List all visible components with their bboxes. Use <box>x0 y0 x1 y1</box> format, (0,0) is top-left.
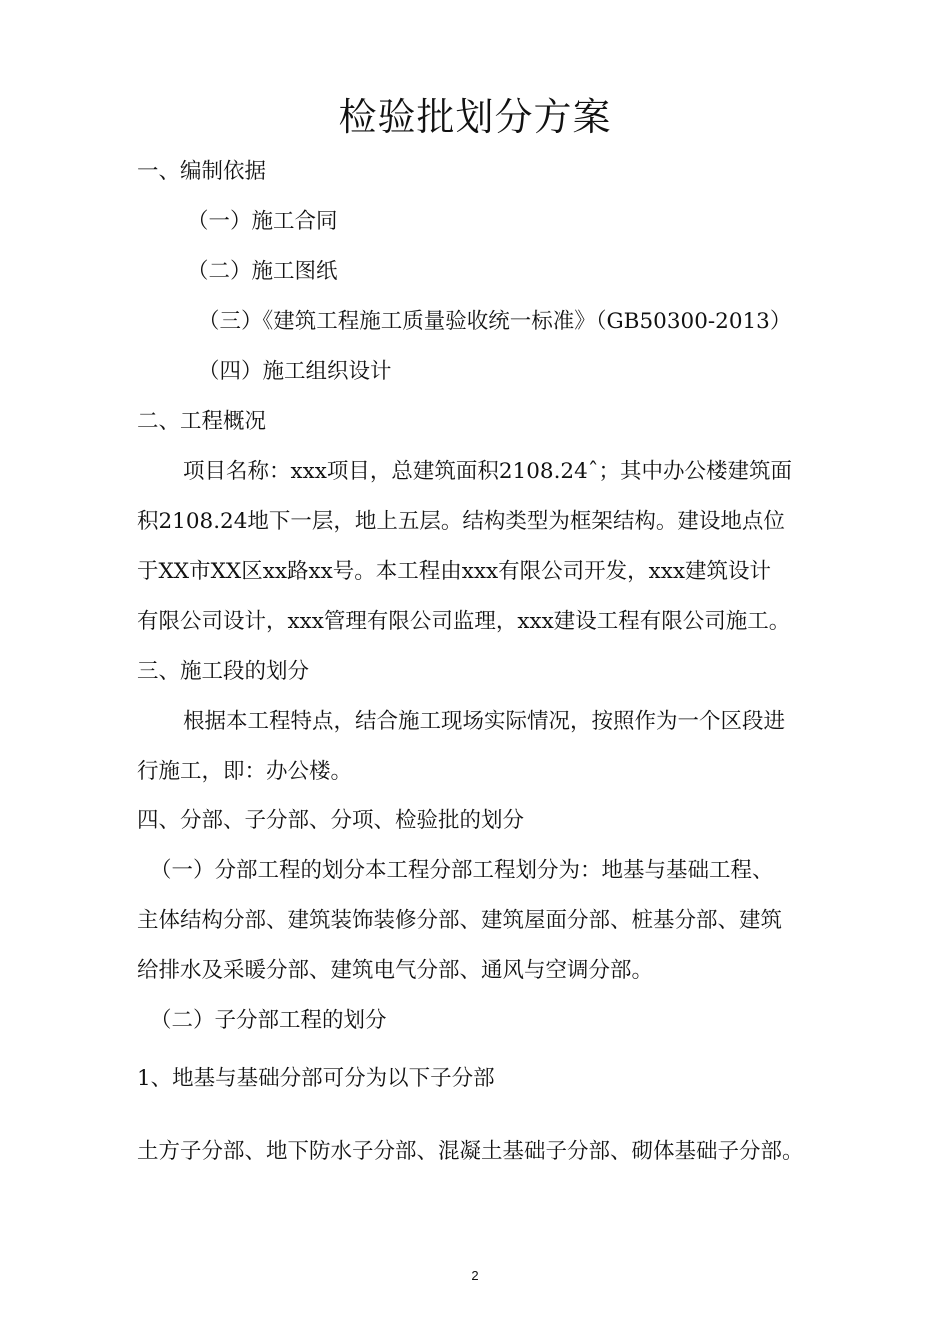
division-line-2: 主体结构分部、建筑装饰装修分部、建筑屋面分部、桩基分部、建筑 <box>137 908 783 933</box>
sections-line-1: 根据本工程特点，结合施工现场实际情况，按照作为一个区段进 <box>183 709 786 734</box>
overview-line-1: 项目名称：xxx项目，总建筑面积2108.24ˆ；其中办公楼建筑面 <box>183 459 793 484</box>
sections-line-2: 行施工，即：办公楼。 <box>137 759 353 784</box>
subdivision-heading: （二）子分部工程的划分 <box>150 1008 387 1033</box>
basis-item-1: （一）施工合同 <box>187 209 338 234</box>
subdivision-item-1-detail: 土方子分部、地下防水子分部、混凝土基础子分部、砌体基础子分部。 <box>137 1139 804 1164</box>
page-number: 2 <box>471 1268 479 1283</box>
document-title: 检验批划分方案 <box>338 95 612 139</box>
division-line-3: 给排水及采暖分部、建筑电气分部、通风与空调分部。 <box>137 958 654 983</box>
heading-sections: 三、施工段的划分 <box>137 659 310 684</box>
heading-overview: 二、工程概况 <box>137 409 267 434</box>
basis-item-4: （四）施工组织设计 <box>198 359 392 384</box>
basis-item-3: （三）《建筑工程施工质量验收统一标准》（GB50300-2013） <box>198 309 792 334</box>
subdivision-item-1: 1、地基与基础分部可分为以下子分部 <box>137 1066 495 1091</box>
overview-line-3: 于XX市XX区xx路xx号。本工程由xxx有限公司开发，xxx建筑设计 <box>137 559 771 584</box>
overview-line-4: 有限公司设计，xxx管理有限公司监理，xxx建设工程有限公司施工。 <box>137 609 791 634</box>
division-line-1: （一）分部工程的划分本工程分部工程划分为：地基与基础工程、 <box>150 858 774 883</box>
heading-basis: 一、编制依据 <box>137 159 267 184</box>
basis-item-2: （二）施工图纸 <box>187 259 338 284</box>
overview-line-2: 积2108.24地下一层，地上五层。结构类型为框架结构。建设地点位 <box>137 509 785 534</box>
heading-division: 四、分部、子分部、分项、检验批的划分 <box>137 808 525 833</box>
